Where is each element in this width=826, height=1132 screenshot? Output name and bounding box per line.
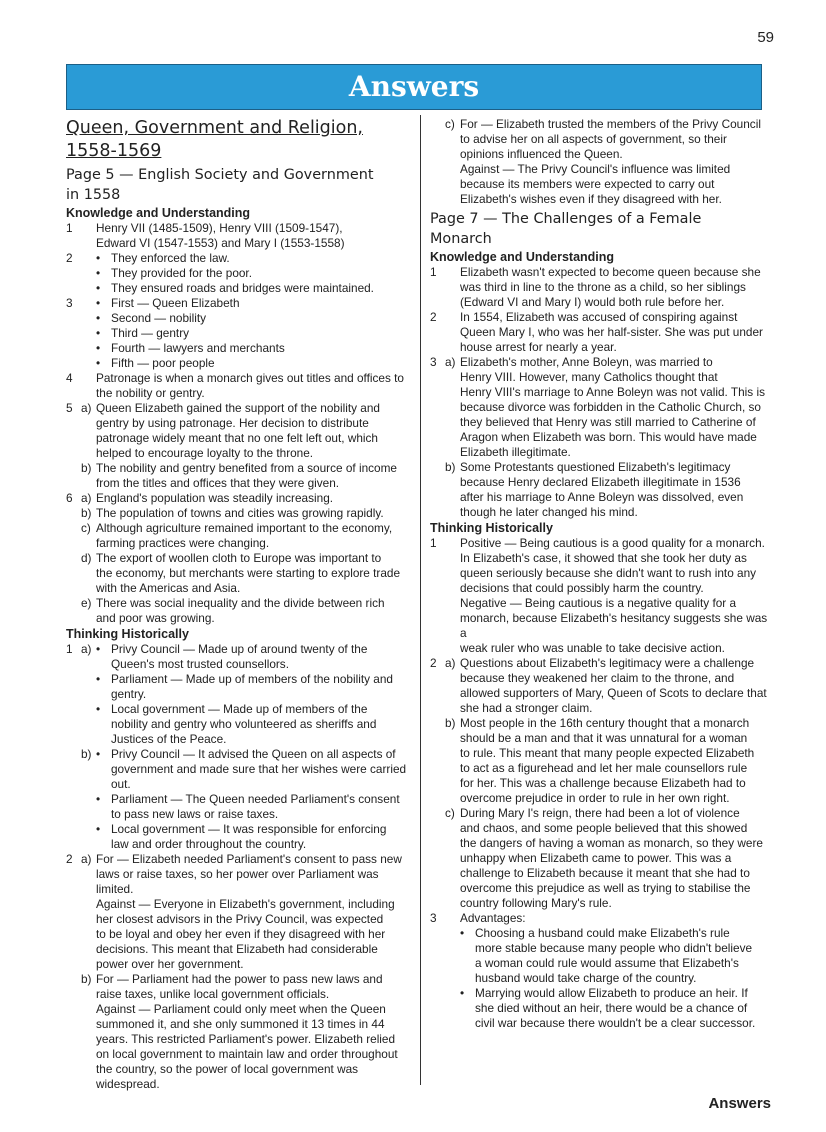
text-line: Parliament — The Queen needed Parliament's consent — [111, 792, 400, 806]
text-line: to be loyal and obey her even if they disagreed with her — [96, 927, 386, 941]
text-line: house arrest for nearly a year. — [460, 340, 617, 354]
text-line: laws or raise taxes, so her power over Parliament was — [96, 867, 379, 881]
answer-item: 6 a) England's population was steadily increasing. — [66, 491, 411, 506]
text-line: Against — Everyone in Elizabeth's government, including — [96, 897, 395, 911]
text-line: Privy Council — It advised the Queen on all aspects of — [111, 747, 396, 761]
text-line: after his marriage to Anne Boleyn was dissolved, even — [460, 490, 744, 504]
text-line: There was social inequality and the divide between rich — [96, 596, 385, 610]
text-line: Local government — It was responsible for enforcing — [111, 822, 387, 836]
bullet-icon: • — [96, 747, 101, 761]
bullet-icon: • — [96, 341, 101, 355]
text-line: husband would take charge of the country. — [475, 971, 697, 985]
text-line: power over her government. — [96, 957, 244, 971]
answer-item: b) Some Protestants questioned Elizabeth's legitimacy because Henry declared Elizabeth illegitimate in 1536 after his marriage to Anne Boleyn was dissolved, even though he later changed his mind. — [430, 460, 775, 520]
text-line: The nobility and gentry benefited from a source of income — [96, 461, 397, 475]
text-line: Fifth — poor people — [111, 356, 215, 370]
text-line: Fourth — lawyers and merchants — [111, 341, 285, 355]
bullet-icon: • — [96, 822, 101, 836]
page-number: 59 — [757, 29, 774, 46]
text-line: Henry VIII. However, many Catholics thought that — [460, 370, 718, 384]
text-line: limited. — [96, 882, 134, 896]
text-line: Most people in the 16th century thought that a monarch — [460, 716, 750, 730]
ku-heading: Knowledge and Understanding — [66, 206, 251, 220]
bullet-icon: • — [96, 642, 101, 656]
text-line: her closest advisors in the Privy Council, was expected — [96, 912, 384, 926]
text-line: They ensured roads and bridges were maintained. — [111, 281, 374, 295]
text-line: unhappy when Elizabeth came to power. This was a — [460, 851, 732, 865]
text-line: a woman could rule would assume that Elizabeth's — [475, 956, 739, 970]
bullet-icon: • — [96, 326, 101, 340]
text-line: Third — gentry — [111, 326, 190, 340]
bullet-icon: • — [96, 281, 101, 295]
answer-item: d) The export of woollen cloth to Europe was important to the economy, but merchants were starting to explore trade with the Americas and Asia. — [66, 551, 411, 596]
answer-item: 5 a) Queen Elizabeth gained the support of the nobility and gentry by using patronage. Her decision to distribute patronage widely meant that no one felt left out, which helped to encourage loyalty to the throne. — [66, 401, 411, 461]
answer-item: c) During Mary I's reign, there had been a lot of violence and chaos, and some people believed that this showed the dangers of having a woman as monarch, so they were unhappy when Elizabeth came to power. This was a challenge to Elizabeth because it meant that she had to overcome this prejudice as well as trying to stabilise the country following Mary's rule. — [430, 806, 775, 911]
answer-item: 4 Patronage is when a monarch gives out titles and offices to the nobility or gentry. — [66, 371, 411, 401]
text-line: gentry. — [111, 687, 147, 701]
text-line: weak ruler who was unable to take decisive action. — [460, 641, 725, 655]
text-line: opinions influenced the Queen. — [460, 147, 623, 161]
text-line: Although agriculture remained important to the economy, — [96, 521, 393, 535]
section-title — [66, 117, 411, 163]
text-line: she died without an heir, there would be a chance of — [475, 1001, 748, 1015]
text-line: England's population was steadily increasing. — [96, 491, 334, 505]
text-line: gentry by using patronage. Her decision to distribute — [96, 416, 369, 430]
text-line: helped to encourage loyalty to the throne. — [96, 446, 314, 460]
text-line: decisions that could possibly harm the country. — [460, 581, 704, 595]
text-line: Elizabeth illegitimate. — [460, 445, 571, 459]
text-line: farming practices were changing. — [96, 536, 270, 550]
text-line: Positive — Being cautious is a good quality for a monarch. — [460, 536, 765, 550]
footer-label: Answers — [708, 1095, 771, 1112]
column-divider — [420, 115, 421, 1085]
bullet-icon: • — [96, 356, 101, 370]
text-line: challenge to Elizabeth because it meant that she had to — [460, 866, 750, 880]
bullet-icon: • — [96, 266, 101, 280]
answer-item: b) Most people in the 16th century thought that a monarch should be a man and that it was unnatural for a woman to rule. This meant that many people expected Elizabeth to act as a figurehead and let her male counsellors rule for her. This was a challenge because Elizabeth had to overcome prejudice in order to rule in her own right. — [430, 716, 775, 806]
text-line: queen seriously because she didn't want to rush into any — [460, 566, 757, 580]
text-line: nobility and gentry who volunteered as sheriffs and — [111, 717, 377, 731]
answer-item: 3 Advantages: • Choosing a husband could make Elizabeth's rule more stable because many people who didn't believe a woman could rule would assume that Elizabeth's husband would take charge of the country. • Marrying would allow Elizabeth to produce an heir. If she died without an heir, there would be a chance of civil war because there wouldn't be a clear successor. — [430, 911, 775, 1031]
text-line: to act as a figurehead and let her male counsellors rule — [460, 761, 748, 775]
bullet-icon: • — [460, 986, 465, 1000]
text-line: because its members were expected to carry out — [460, 177, 715, 191]
text-line: more stable because many people who didn't believe — [475, 941, 753, 955]
text-line: Henry VII (1485-1509), Henry VIII (1509-1547), — [96, 221, 343, 235]
text-line: the nobility or gentry. — [96, 386, 205, 400]
answer-item: 2 • They enforced the law. • They provided for the poor. • They ensured roads and bridges were maintained. — [66, 251, 411, 296]
text-line: Patronage is when a monarch gives out titles and offices to — [96, 371, 404, 385]
answer-item: 2 In 1554, Elizabeth was accused of conspiring against Queen Mary I, who was her half-sister. She was put under house arrest for nearly a year. — [430, 310, 775, 355]
text-line: Against — Parliament could only meet when the Queen — [96, 1002, 386, 1016]
answer-item: 1 a) • Privy Council — Made up of around twenty of the Queen's most trusted counsellors. • Parliament — Made up of members of the nobility and gentry. • Local government — Made up of members of the nobility and gentry who volunteered as sheriffs and Justices of the Peace. — [66, 642, 411, 747]
text-line: Queen Elizabeth gained the support of the nobility and — [96, 401, 380, 415]
ku-heading: Knowledge and Understanding — [430, 250, 615, 264]
text-line: and poor was growing. — [96, 611, 215, 625]
section-title-line: 1558-1569 — [66, 141, 162, 161]
text-line: decisions. This meant that Elizabeth had considerable — [96, 942, 378, 956]
bullet-icon: • — [96, 251, 101, 265]
text-line: Marrying would allow Elizabeth to produce an heir. If — [475, 986, 748, 1000]
answer-item: c) Although agriculture remained important to the economy, farming practices were changing. — [66, 521, 411, 551]
text-line: They provided for the poor. — [111, 266, 252, 280]
text-line: was third in line to the throne as a child, so her siblings — [460, 280, 746, 294]
text-line: Parliament — Made up of members of the nobility and — [111, 672, 393, 686]
bullet-icon: • — [96, 672, 101, 686]
text-line: Queen Mary I, who was her half-sister. She was put under — [460, 325, 763, 339]
text-line: out. — [111, 777, 131, 791]
text-line: government and made sure that her wishes were carried — [111, 762, 407, 776]
text-line: to rule. This meant that many people expected Elizabeth — [460, 746, 755, 760]
heading-line: Page 5 — English Society and Government — [66, 167, 374, 183]
text-line: country following Mary's rule. — [460, 896, 612, 910]
text-line: because Henry declared Elizabeth illegitimate in 1536 — [460, 475, 741, 489]
bullet-icon: • — [96, 311, 101, 325]
text-line: Advantages: — [460, 911, 526, 925]
text-line: to pass new laws or raise taxes. — [111, 807, 279, 821]
text-line: For — Parliament had the power to pass new laws and — [96, 972, 383, 986]
answer-item: 2 a) Questions about Elizabeth's legitimacy were a challenge because they weakened her claim to the throne, and allowed supporters of Mary, Queen of Scots to declare that she had a stronger claim. — [430, 656, 775, 716]
text-line: patronage widely meant that no one felt left out, which — [96, 431, 378, 445]
text-line: though he later changed his mind. — [460, 505, 638, 519]
text-line: for her. This was a challenge because Elizabeth had to — [460, 776, 746, 790]
text-line: Local government — Made up of members of the — [111, 702, 368, 716]
text-line: raise taxes, unlike local government officials. — [96, 987, 330, 1001]
answer-item: 1 Henry VII (1485-1509), Henry VIII (1509-1547), Edward VI (1547-1553) and Mary I (1553-1558) — [66, 221, 411, 251]
text-line: The export of woollen cloth to Europe was important to — [96, 551, 382, 565]
right-column — [430, 117, 775, 1031]
answer-item: b) The population of towns and cities was growing rapidly. — [66, 506, 411, 521]
text-line: overcome this prejudice as well as trying to stabilise the — [460, 881, 751, 895]
banner-title: Answers — [348, 70, 480, 103]
section-title-line: Queen, Government and Religion, — [66, 118, 363, 138]
text-line: In Elizabeth's case, it showed that she took her duty as — [460, 551, 747, 565]
text-line: (Edward VI and Mary I) would both rule before her. — [460, 295, 725, 309]
text-line: Against — The Privy Council's influence was limited — [460, 162, 731, 176]
text-line: civil war because there wouldn't be a clear successor. — [475, 1016, 756, 1030]
left-column — [66, 117, 411, 1092]
text-line: Questions about Elizabeth's legitimacy were a challenge — [460, 656, 755, 670]
text-line: and chaos, and some people believed that this showed — [460, 821, 748, 835]
text-line: allowed supporters of Mary, Queen of Scots to declare that — [460, 686, 767, 700]
answer-item: 2 a) For — Elizabeth needed Parliament's consent to pass new laws or raise taxes, so her power over Parliament was limited. Against — Everyone in Elizabeth's government, including her closest advisors in the Privy Council, was expected to be loyal and obey her even if they disagreed with her decisions. This meant that Elizabeth had considerable power over her government. — [66, 852, 411, 972]
answer-item: 1 Positive — Being cautious is a good quality for a monarch. In Elizabeth's case, it showed that she took her duty as queen seriously because she didn't want to rush into any decisions that could possibly harm the country. Negative — Being cautious is a negative quality for a monarch, because Elizabeth's hesitancy suggests she was a weak ruler who was unable to take decisive action. — [430, 536, 775, 656]
text-line: the economy, but merchants were starting to explore trade — [96, 566, 401, 580]
text-line: Edward VI (1547-1553) and Mary I (1553-1558) — [96, 236, 345, 250]
text-line: For — Elizabeth needed Parliament's consent to pass new — [96, 852, 402, 866]
th-heading: Thinking Historically — [66, 627, 189, 641]
text-line: years. This restricted Parliament's power. Elizabeth relied — [96, 1032, 396, 1046]
text-line: In 1554, Elizabeth was accused of conspiring against — [460, 310, 738, 324]
text-line: summoned it, and she only summoned it 13 times in 44 — [96, 1017, 385, 1031]
answer-item: b) The nobility and gentry benefited from a source of income from the titles and offices that they were given. — [66, 461, 411, 491]
page7-heading — [430, 209, 775, 249]
text-line: Negative — Being cautious is a negative quality for a — [460, 596, 737, 610]
text-line: Elizabeth's mother, Anne Boleyn, was married to — [460, 355, 713, 369]
text-line: widespread. — [96, 1077, 160, 1091]
text-line: to advise her on all aspects of government, so their — [460, 132, 727, 146]
text-line: During Mary I's reign, there had been a lot of violence — [460, 806, 740, 820]
text-line: Henry VIII's marriage to Anne Boleyn was not valid. This is — [460, 385, 765, 399]
text-line: law and order throughout the country. — [111, 837, 307, 851]
heading-line: Monarch — [430, 231, 492, 247]
text-line: from the titles and offices that they were given. — [96, 476, 340, 490]
bullet-icon: • — [96, 792, 101, 806]
answer-item: 1 Elizabeth wasn't expected to become queen because she was third in line to the throne as a child, so her siblings (Edward VI and Mary I) would both rule before her. — [430, 265, 775, 310]
text-line: Elizabeth wasn't expected to become queen because she — [460, 265, 761, 279]
text-line: the country, so the power of local government was — [96, 1062, 359, 1076]
answer-item: 3 a) Elizabeth's mother, Anne Boleyn, was married to Henry VIII. However, many Catholics thought that Henry VIII's marriage to Anne Boleyn was not valid. This is because divorce was forbidden in the Catholic Church, so they believed that Henry was still married to Catherine of Aragon when Elizabeth was born. This would have made Elizabeth illegitimate. — [430, 355, 775, 460]
text-line: Some Protestants questioned Elizabeth's legitimacy — [460, 460, 731, 474]
text-line: overcome prejudice in order to rule in her own right. — [460, 791, 730, 805]
th-heading: Thinking Historically — [430, 521, 553, 535]
text-line: Elizabeth's wishes even if they disagreed with her. — [460, 192, 722, 206]
heading-line: Page 7 — The Challenges of a Female — [430, 211, 702, 227]
text-line: First — Queen Elizabeth — [111, 296, 240, 310]
answer-item: b) • Privy Council — It advised the Queen on all aspects of government and made sure that her wishes were carried out. • Parliament — The Queen needed Parliament's consent to pass new laws or raise taxes. • Local government — It was responsible for enforcing law and order throughout the country. — [66, 747, 411, 852]
bullet-icon: • — [96, 296, 101, 310]
text-line: they believed that Henry was still married to Catherine of — [460, 415, 756, 429]
page5-heading — [66, 165, 411, 205]
answer-item: c) For — Elizabeth trusted the members of the Privy Council to advise her on all aspects of government, so their opinions influenced the Queen. Against — The Privy Council's influence was limited because its members were expected to carry out Elizabeth's wishes even if they disagreed with her. — [430, 117, 775, 207]
answer-item: b) For — Parliament had the power to pass new laws and raise taxes, unlike local government officials. Against — Parliament could only meet when the Queen summoned it, and she only summoned it 13 times in 44 years. This restricted Parliament's power. Elizabeth relied on local government to maintain law and order throughout the country, so the power of local government was widespread. — [66, 972, 411, 1092]
text-line: the dangers of having a woman as monarch, so they were — [460, 836, 763, 850]
text-line: Aragon when Elizabeth was born. This would have made — [460, 430, 757, 444]
text-line: Queen's most trusted counsellors. — [111, 657, 289, 671]
answer-item: e) There was social inequality and the divide between rich and poor was growing. — [66, 596, 411, 626]
text-line: For — Elizabeth trusted the members of the Privy Council — [460, 117, 761, 131]
text-line: monarch, because Elizabeth's hesitancy suggests she was a — [460, 611, 768, 640]
text-line: Second — nobility — [111, 311, 207, 325]
text-line: should be a man and that it was unnatural for a woman — [460, 731, 748, 745]
text-line: Choosing a husband could make Elizabeth's rule — [475, 926, 730, 940]
answer-item: 3 • First — Queen Elizabeth • Second — nobility • Third — gentry • Fourth — lawyers and merchants • Fifth — poor people — [66, 296, 411, 371]
bullet-icon: • — [460, 926, 465, 940]
text-line: They enforced the law. — [111, 251, 230, 265]
text-line: The population of towns and cities was growing rapidly. — [96, 506, 384, 520]
text-line: with the Americas and Asia. — [96, 581, 241, 595]
answers-banner — [66, 64, 762, 110]
text-line: Justices of the Peace. — [111, 732, 227, 746]
text-line: because divorce was forbidden in the Catholic Church, so — [460, 400, 761, 414]
text-line: on local government to maintain law and order throughout — [96, 1047, 398, 1061]
heading-line: in 1558 — [66, 187, 121, 203]
bullet-icon: • — [96, 702, 101, 716]
text-line: because they weakened her claim to the throne, and — [460, 671, 735, 685]
text-line: Privy Council — Made up of around twenty of the — [111, 642, 368, 656]
text-line: she had a stronger claim. — [460, 701, 593, 715]
